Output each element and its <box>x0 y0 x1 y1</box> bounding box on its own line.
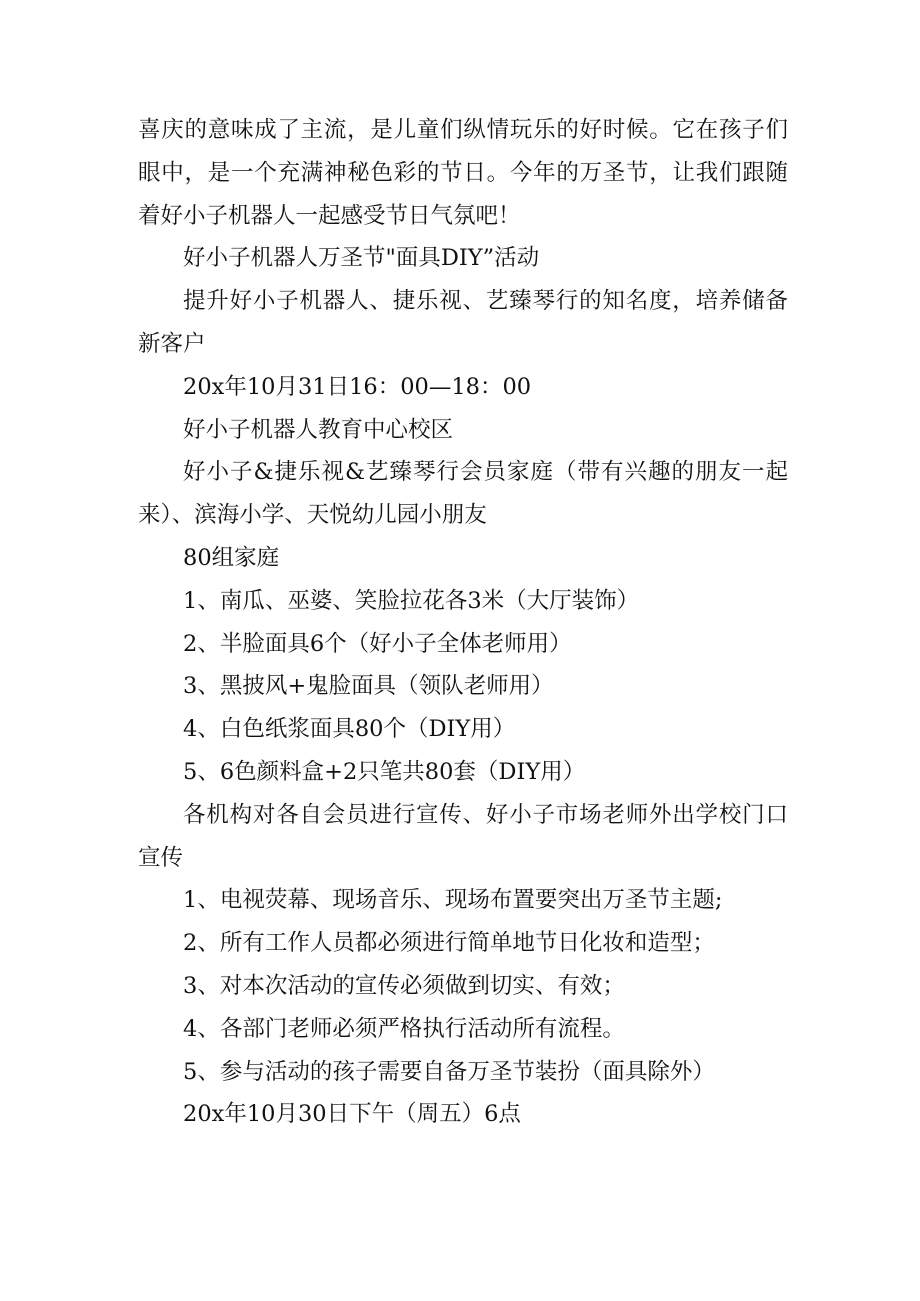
paragraph-activity-title: 好小子机器人万圣节"面具DIY”活动 <box>183 245 540 272</box>
paragraph-intro: 喜庆的意味成了主流，是儿童们纵情玩乐的好时候。它在孩子们眼中，是一个充满神秘色彩的节日。今年的万圣节，让我们跟随着好小子机器人一起感受节日气氛吧！ <box>138 117 788 229</box>
paragraph-location: 好小子机器人教育中心校区 <box>183 416 454 443</box>
document-body <box>138 109 788 1136</box>
paragraph-purpose: 提升好小子机器人、捷乐视、艺臻琴行的知名度，培养储备新客户 <box>138 288 788 357</box>
paragraph-material-3: 3、黑披风+鬼脸面具（领队老师用） <box>183 673 554 700</box>
paragraph-participants: 好小子&捷乐视&艺臻琴行会员家庭（带有兴趣的朋友一起来）、滨海小学、天悦幼儿园小朋友 <box>138 459 788 529</box>
paragraph-requirement-2: 2、所有工作人员都必须进行简单地节日化妆和造型； <box>183 930 715 957</box>
paragraph-requirement-5: 5、参与活动的孩子需要自备万圣节装扮（面具除外） <box>183 1058 715 1085</box>
paragraph-material-5: 5、6色颜料盒+2只笔共80套（DIY用） <box>183 758 586 785</box>
paragraph-meeting-time: 20x年10月30日下午（周五）6点 <box>183 1101 521 1128</box>
paragraph-material-4: 4、白色纸浆面具80个（DIY用） <box>183 716 516 743</box>
paragraph-material-1: 1、南瓜、巫婆、笑脸拉花各3米（大厅装饰） <box>183 587 640 614</box>
paragraph-promotion: 各机构对各自会员进行宣传、好小子市场老师外出学校门口宣传 <box>138 801 788 871</box>
paragraph-requirement-3: 3、对本次活动的宣传必须做到切实、有效； <box>183 972 625 999</box>
paragraph-material-2: 2、半脸面具6个（好小子全体老师用） <box>183 630 572 657</box>
paragraph-requirement-4: 4、各部门老师必须严格执行活动所有流程。 <box>183 1015 625 1042</box>
paragraph-scale: 80组家庭 <box>183 544 280 571</box>
paragraph-time: 20x年10月31日16：00—18：00 <box>183 373 532 400</box>
paragraph-requirement-1: 1、电视荧幕、现场音乐、现场布置要突出万圣节主题; <box>183 887 723 914</box>
